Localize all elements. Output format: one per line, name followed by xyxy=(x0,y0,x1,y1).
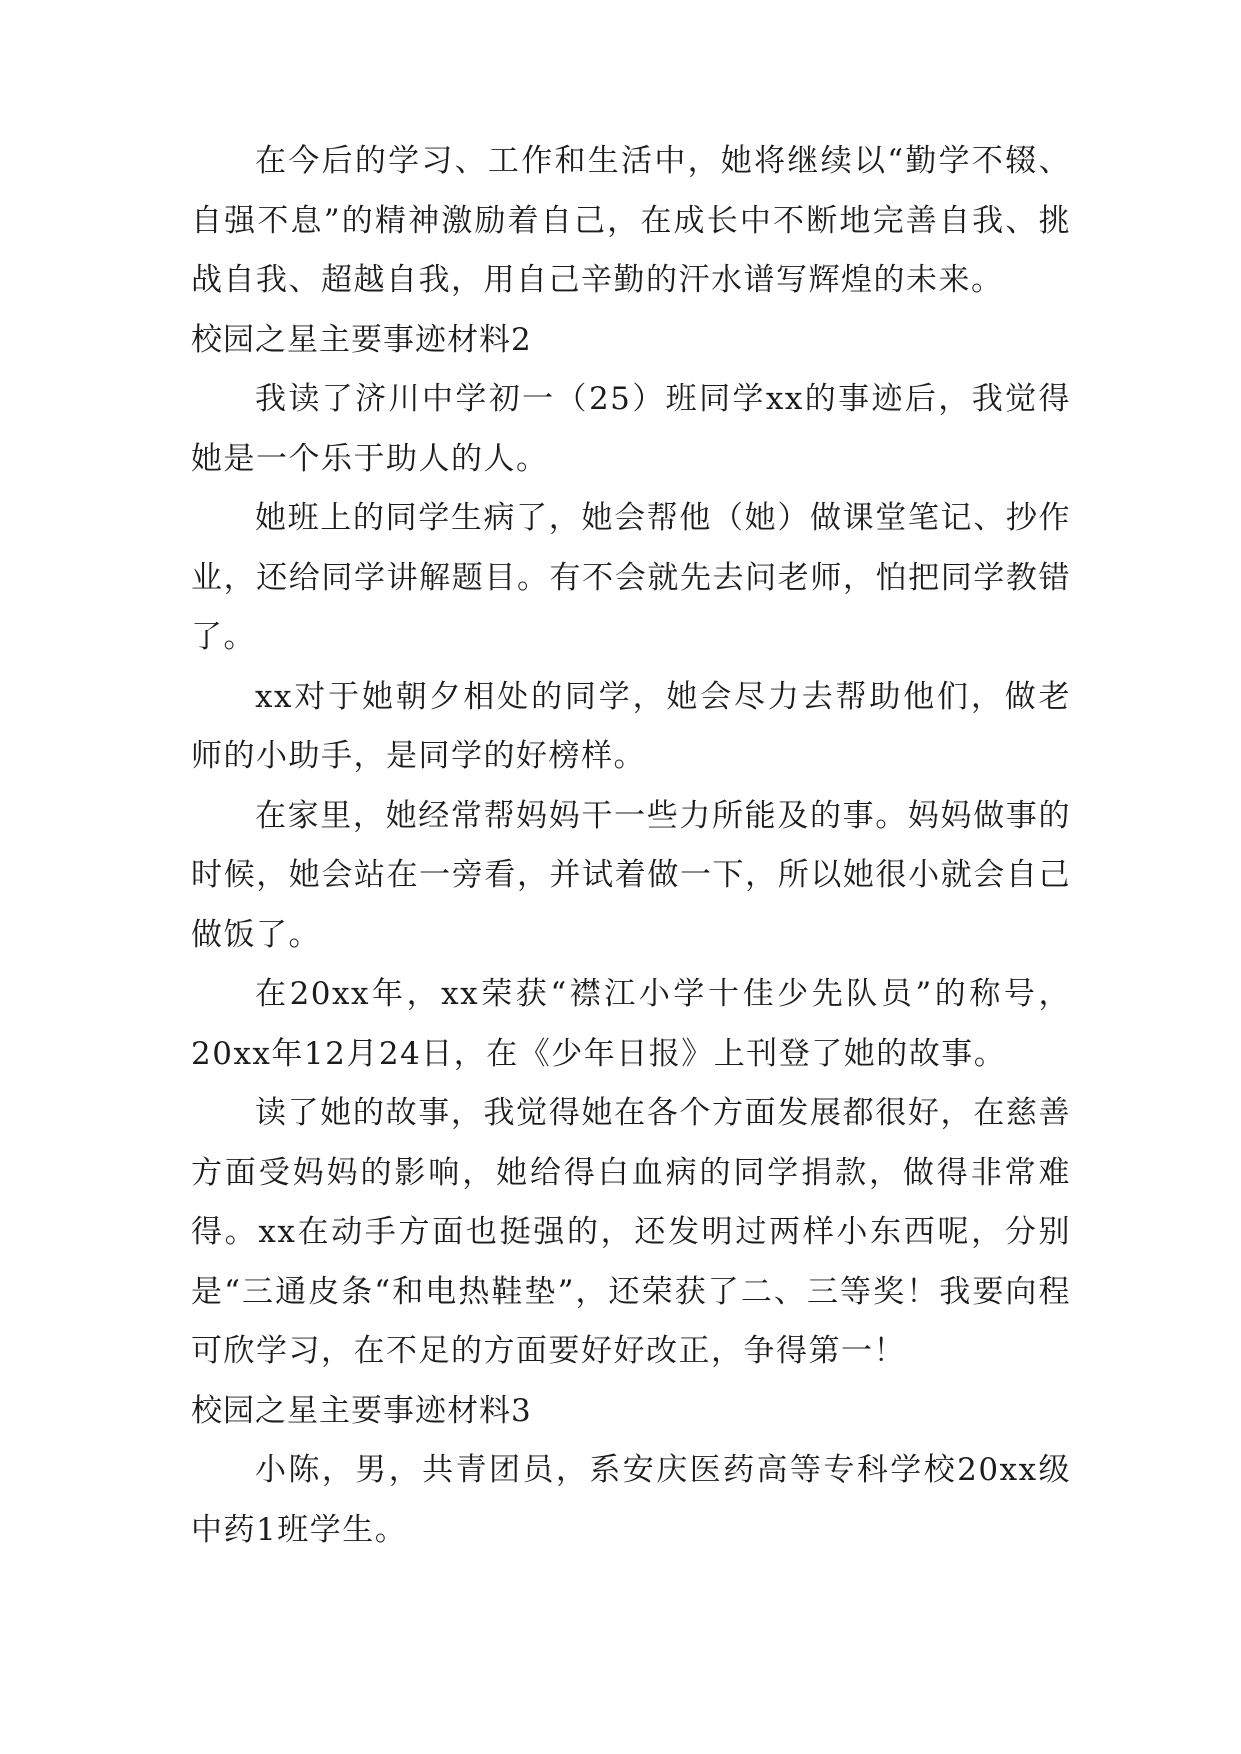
paragraph-xiaochen: 小陈，男，共青团员，系安庆医药高等专科学校20xx级中药1班学生。 xyxy=(191,1452,1071,1548)
paragraph-at-home: 在家里，她经常帮妈妈干一些力所能及的事。妈妈做事的时候，她会站在一旁看，并试着做一下，所以她很小就会自己做饭了。 xyxy=(191,797,1071,953)
paragraph-future-plans: 在今后的学习、工作和生活中，她将继续以“勤学不辍、自强不息”的精神激励着自己，在成长中不断地完善自我、挑战自我、超越自我，用自己辛勤的汗水谱写辉煌的未来。 xyxy=(191,143,1071,298)
paragraph-intro: 我读了济川中学初一（25）班同学xx的事迹后，我觉得她是一个乐于助人的人。 xyxy=(191,381,1071,477)
paragraph-reflection: 读了她的故事，我觉得她在各个方面发展都很好，在慈善方面受妈妈的影响，她给得白血病的同学捐款，做得非常难得。xx在动手方面也挺强的，还发明过两样小东西呢，分别是“三通皮条“和电热鞋垫”，还荣获了二、三等奖！我要向程可欣学习，在不足的方面要好好改正，争得第一！ xyxy=(191,1095,1071,1369)
paragraph-role-model: xx对于她朝夕相处的同学，她会尽力去帮助他们，做老师的小助手，是同学的好榜样。 xyxy=(191,678,1071,774)
section-heading-3: 校园之星主要事迹材料3 xyxy=(191,1392,532,1429)
paragraph-honors: 在20xx年，xx荣获“襟江小学十佳少先队员”的称号，20xx年12月24日，在《少年日报》上刊登了她的故事。 xyxy=(191,976,1071,1072)
section-heading-2: 校园之星主要事迹材料2 xyxy=(191,321,532,358)
document-body xyxy=(191,132,1071,1560)
paragraph-helping-classmates: 她班上的同学生病了，她会帮他（她）做课堂笔记、抄作业，还给同学讲解题目。有不会就先去问老师，怕把同学教错了。 xyxy=(191,500,1071,655)
